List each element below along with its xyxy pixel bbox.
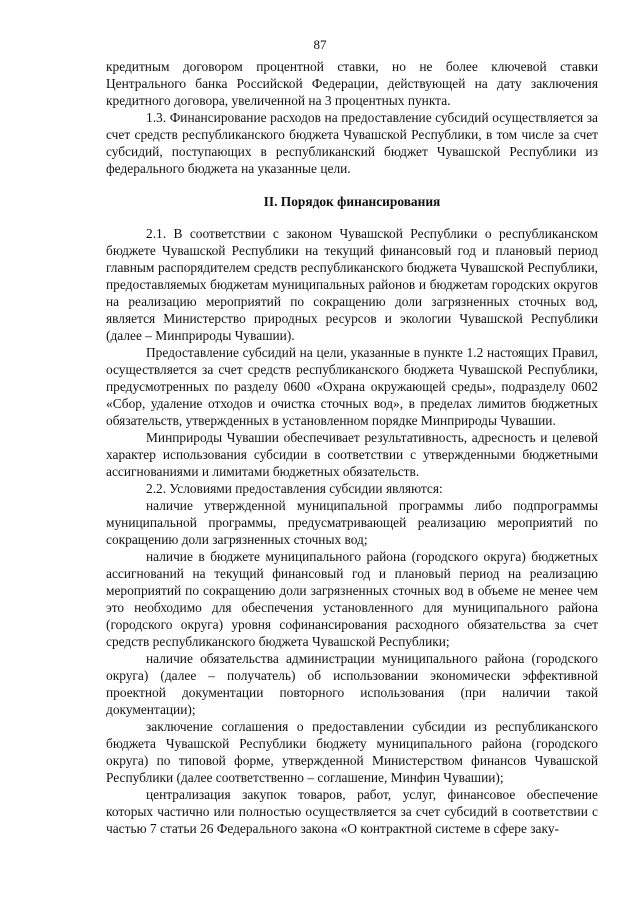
paragraph-1-3: 1.3. Финансирование расходов на предоставление субсидий осуществляется за счет средств республиканского бюджета Чувашской Республики, в том числе за счет субсидий, поступающих в республиканский бюджет Чувашской Республики из федерального бюджета на указанные цели. <box>106 110 598 176</box>
document-body <box>106 58 598 837</box>
paragraph-subsidy-provision: Предоставление субсидий на цели, указанные в пункте 1.2 настоящих Правил, осуществляется за счет средств республиканского бюджета Чувашской Республики, предусмотренных по разделу 0600 «Охрана окружающей среды», подразделу 0602 «Сбор, удаление отходов и очистка сточных вод», в пределах лимитов бюджетных обязательств, утвержденных в установленном порядке Минприроды Чувашии. <box>106 345 598 428</box>
paragraph-continuation: кредитным договором процентной ставки, но не более ключевой ставки Центрального банка Российской Федерации, действующей на дату заключения кредитного договора, увеличенной на 3 процентных пункта. <box>106 59 598 108</box>
paragraph-2-1: 2.1. В соответствии с законом Чувашской Республики о республиканском бюджете Чувашской Республики на текущий финансовый год и плановый период главным распорядителем средств республиканского бюджета Чувашской Республики, предоставляемых бюджетам муниципальных районов и бюджетам городских округов на реализацию мероприятий по сокращению доли загрязненных сточных вод, является Министерство природных ресурсов и экологии Чувашской Республики (далее – Минприроды Чувашии). <box>106 226 598 343</box>
paragraph-2-2: 2.2. Условиями предоставления субсидии являются: <box>146 481 443 496</box>
condition-item-procurement: централизация закупок товаров, работ, услуг, финансовое обеспечение которых частично или полностью осуществляется за счет субсидий в соответствии с частью 7 статьи 26 Федерального закона «О контрактной системе в сфере заку- <box>106 787 598 836</box>
section-heading: II. Порядок финансирования <box>263 194 441 209</box>
page-number: 87 <box>313 37 327 52</box>
condition-item-agreement: заключение соглашения о предоставлении субсидии из республиканского бюджета Чувашской Республики бюджету муниципального района (городского округа) по типовой форме, утвержденной Министерством финансов Чувашской Республики (далее соответственно – соглашение, Минфин Чувашии); <box>106 719 598 785</box>
paragraph-effectiveness: Минприроды Чувашии обеспечивает результативность, адресность и целевой характер использования субсидии в соответствии с утвержденными бюджетными ассигнованиями и лимитами бюджетных обязательств. <box>106 430 598 479</box>
condition-item-obligation: наличие обязательства администрации муниципального района (городского округа) (далее – получатель) об использовании экономически эффективной проектной документации повторного использования (при наличии такой документации); <box>106 651 598 717</box>
condition-item-program: наличие утвержденной муниципальной программы либо подпрограммы муниципальной программы, предусматривающей реализацию мероприятий по сокращению доли загрязненных сточных вод; <box>106 498 598 547</box>
condition-item-budget: наличие в бюджете муниципального района (городского округа) бюджетных ассигнований на текущий финансовый год и плановый период на реализацию мероприятий по сокращению доли загрязненных сточных вод в объеме не менее чем это необходимо для обеспечения установленного для муниципального района (городского округа) уровня софинансирования расходного обязательства за счет средств республиканского бюджета Чувашской Республики; <box>106 549 598 649</box>
